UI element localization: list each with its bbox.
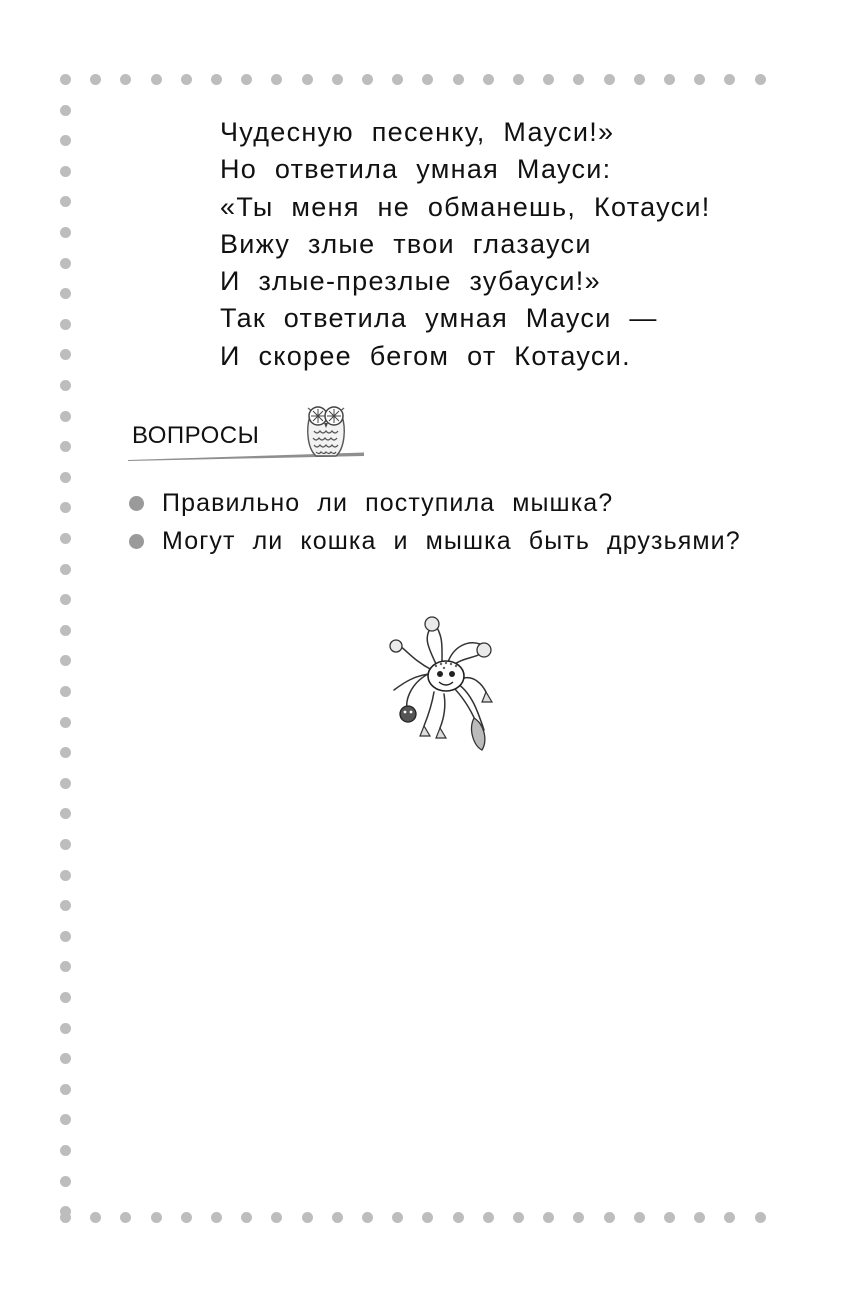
border-dot	[60, 472, 71, 483]
border-dot	[60, 380, 71, 391]
border-dot	[60, 1053, 71, 1064]
border-dot	[60, 288, 71, 299]
poem-stanza	[220, 114, 711, 375]
border-dot	[694, 74, 705, 85]
border-dot	[60, 931, 71, 942]
border-dot	[60, 1114, 71, 1125]
border-dot	[513, 74, 524, 85]
border-dot	[724, 1212, 735, 1223]
border-dot	[634, 74, 645, 85]
border-dot	[60, 349, 71, 360]
border-dot	[60, 135, 71, 146]
border-dot	[60, 717, 71, 728]
border-dot	[392, 74, 403, 85]
border-dot	[271, 1212, 282, 1223]
border-dot	[60, 686, 71, 697]
poem-line: «Ты меня не обманешь, Котауси!	[220, 191, 711, 222]
border-dot	[60, 1084, 71, 1095]
border-dot	[60, 227, 71, 238]
border-dot	[60, 594, 71, 605]
border-dot	[60, 992, 71, 1003]
border-dot	[332, 1212, 343, 1223]
dotted-border-top	[60, 74, 772, 86]
border-dot	[120, 1212, 131, 1223]
poem-line: Вижу злые твои глазауси	[220, 228, 592, 259]
border-dot	[573, 74, 584, 85]
border-dot	[60, 502, 71, 513]
border-dot	[302, 74, 313, 85]
border-dot	[60, 1023, 71, 1034]
border-dot	[422, 74, 433, 85]
poem-line: И скорее бегом от Котауси.	[220, 340, 631, 371]
border-dot	[483, 1212, 494, 1223]
border-dot	[60, 961, 71, 972]
border-dot	[453, 1212, 464, 1223]
border-dot	[724, 74, 735, 85]
border-dot	[60, 625, 71, 636]
border-dot	[241, 1212, 252, 1223]
border-dot	[604, 74, 615, 85]
border-dot	[60, 1176, 71, 1187]
border-dot	[392, 1212, 403, 1223]
border-dot	[664, 1212, 675, 1223]
border-dot	[60, 747, 71, 758]
border-dot	[60, 900, 71, 911]
jester-illustration	[388, 612, 503, 752]
border-dot	[60, 839, 71, 850]
border-dot	[362, 1212, 373, 1223]
poem-line: Чудесную песенку, Мауси!»	[220, 117, 615, 147]
border-dot	[181, 1212, 192, 1223]
poem-line: Так ответила умная Мауси —	[220, 303, 658, 334]
question-item	[128, 484, 741, 522]
border-dot	[120, 74, 131, 85]
question-text: Правильно ли поступила мышка?	[162, 489, 614, 517]
border-dot	[211, 1212, 222, 1223]
border-dot	[60, 258, 71, 269]
border-dot	[60, 319, 71, 330]
border-dot	[181, 74, 192, 85]
border-dot	[453, 74, 464, 85]
poem-line: Но ответила умная Мауси:	[220, 154, 612, 185]
questions-title: ВОПРОСЫ	[132, 422, 260, 449]
border-dot	[755, 1212, 766, 1223]
border-dot	[60, 166, 71, 177]
poem-line: И злые-презлые зубауси!»	[220, 266, 601, 297]
border-dot	[271, 74, 282, 85]
border-dot	[422, 1212, 433, 1223]
border-dot	[60, 196, 71, 207]
border-dot	[60, 1145, 71, 1156]
border-dot	[60, 564, 71, 575]
border-dot	[60, 533, 71, 544]
border-dot	[543, 74, 554, 85]
border-dot	[60, 411, 71, 422]
border-dot	[60, 441, 71, 452]
border-dot	[90, 1212, 101, 1223]
border-dot	[60, 778, 71, 789]
border-dot	[211, 74, 222, 85]
border-dot	[60, 870, 71, 881]
owl-icon	[296, 398, 356, 460]
border-dot	[362, 74, 373, 85]
border-dot	[664, 74, 675, 85]
border-dot	[513, 1212, 524, 1223]
bullet-icon	[129, 534, 144, 549]
questions-list	[128, 484, 741, 560]
border-dot	[755, 74, 766, 85]
border-dot	[90, 74, 101, 85]
border-dot	[543, 1212, 554, 1223]
border-dot	[60, 1212, 71, 1223]
border-dot	[60, 655, 71, 666]
border-dot	[573, 1212, 584, 1223]
border-dot	[694, 1212, 705, 1223]
border-dot	[241, 74, 252, 85]
border-dot	[151, 74, 162, 85]
border-dot	[604, 1212, 615, 1223]
dotted-border-bottom	[60, 1212, 772, 1224]
question-item	[128, 522, 741, 560]
border-dot	[332, 74, 343, 85]
question-text: Могут ли кошка и мышка быть друзьями?	[162, 527, 741, 555]
border-dot	[60, 105, 71, 116]
bullet-icon	[129, 496, 144, 511]
border-dot	[483, 74, 494, 85]
border-dot	[151, 1212, 162, 1223]
border-dot	[60, 808, 71, 819]
dotted-border-left	[60, 74, 72, 1224]
border-dot	[302, 1212, 313, 1223]
border-dot	[634, 1212, 645, 1223]
